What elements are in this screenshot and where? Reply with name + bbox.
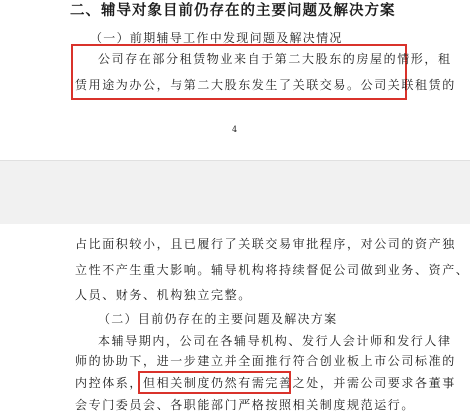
document-page-top (0, 0, 470, 160)
paragraph-line: 师的协助下，进一步建立并全面推行符合创业板上市公司标准的 (75, 354, 456, 368)
paragraph-fragment: ，并需公司要求各董事 (319, 376, 456, 390)
document-page-bottom (0, 224, 470, 420)
paragraph-line: 立性不产生重大影响。辅导机构将持续督促公司做到业务、资产、 (75, 263, 470, 277)
paragraph-fragment: 内控体系， (75, 376, 144, 390)
paragraph-line: 人员、财务、机构独立完整。 (75, 288, 252, 302)
paragraph-line: 赁用途为办公，与第二大股东发生了关联交易。公司关联租赁的 (75, 78, 456, 92)
subsection-heading: （一）前期辅导工作中发现问题及解决情况 (90, 31, 343, 45)
section-heading: 二、辅导对象目前仍存在的主要问题及解决方案 (70, 2, 396, 19)
page-separator (0, 160, 470, 225)
paragraph-line: 公司存在部分租赁物业来自于第二大股东的房屋的情形，租 (98, 52, 452, 66)
paragraph-line: 会专门委员会、各职能部门严格按照相关制度规范运行。 (75, 398, 416, 412)
highlight-box-controls (138, 371, 291, 394)
subsection-heading-2: （二）目前仍存在的主要问题及解决方案 (98, 312, 338, 326)
page-number: 4 (232, 125, 238, 134)
paragraph-line: 占比面积较小，且已履行了关联交易审批程序，对公司的资产独 (75, 237, 456, 251)
paragraph-line: 本辅导期内，公司在各辅导机构、发行人会计师和发行人律 (98, 334, 452, 348)
highlighted-fragment: 但相关制度仍然有需完善之处 (143, 376, 320, 390)
